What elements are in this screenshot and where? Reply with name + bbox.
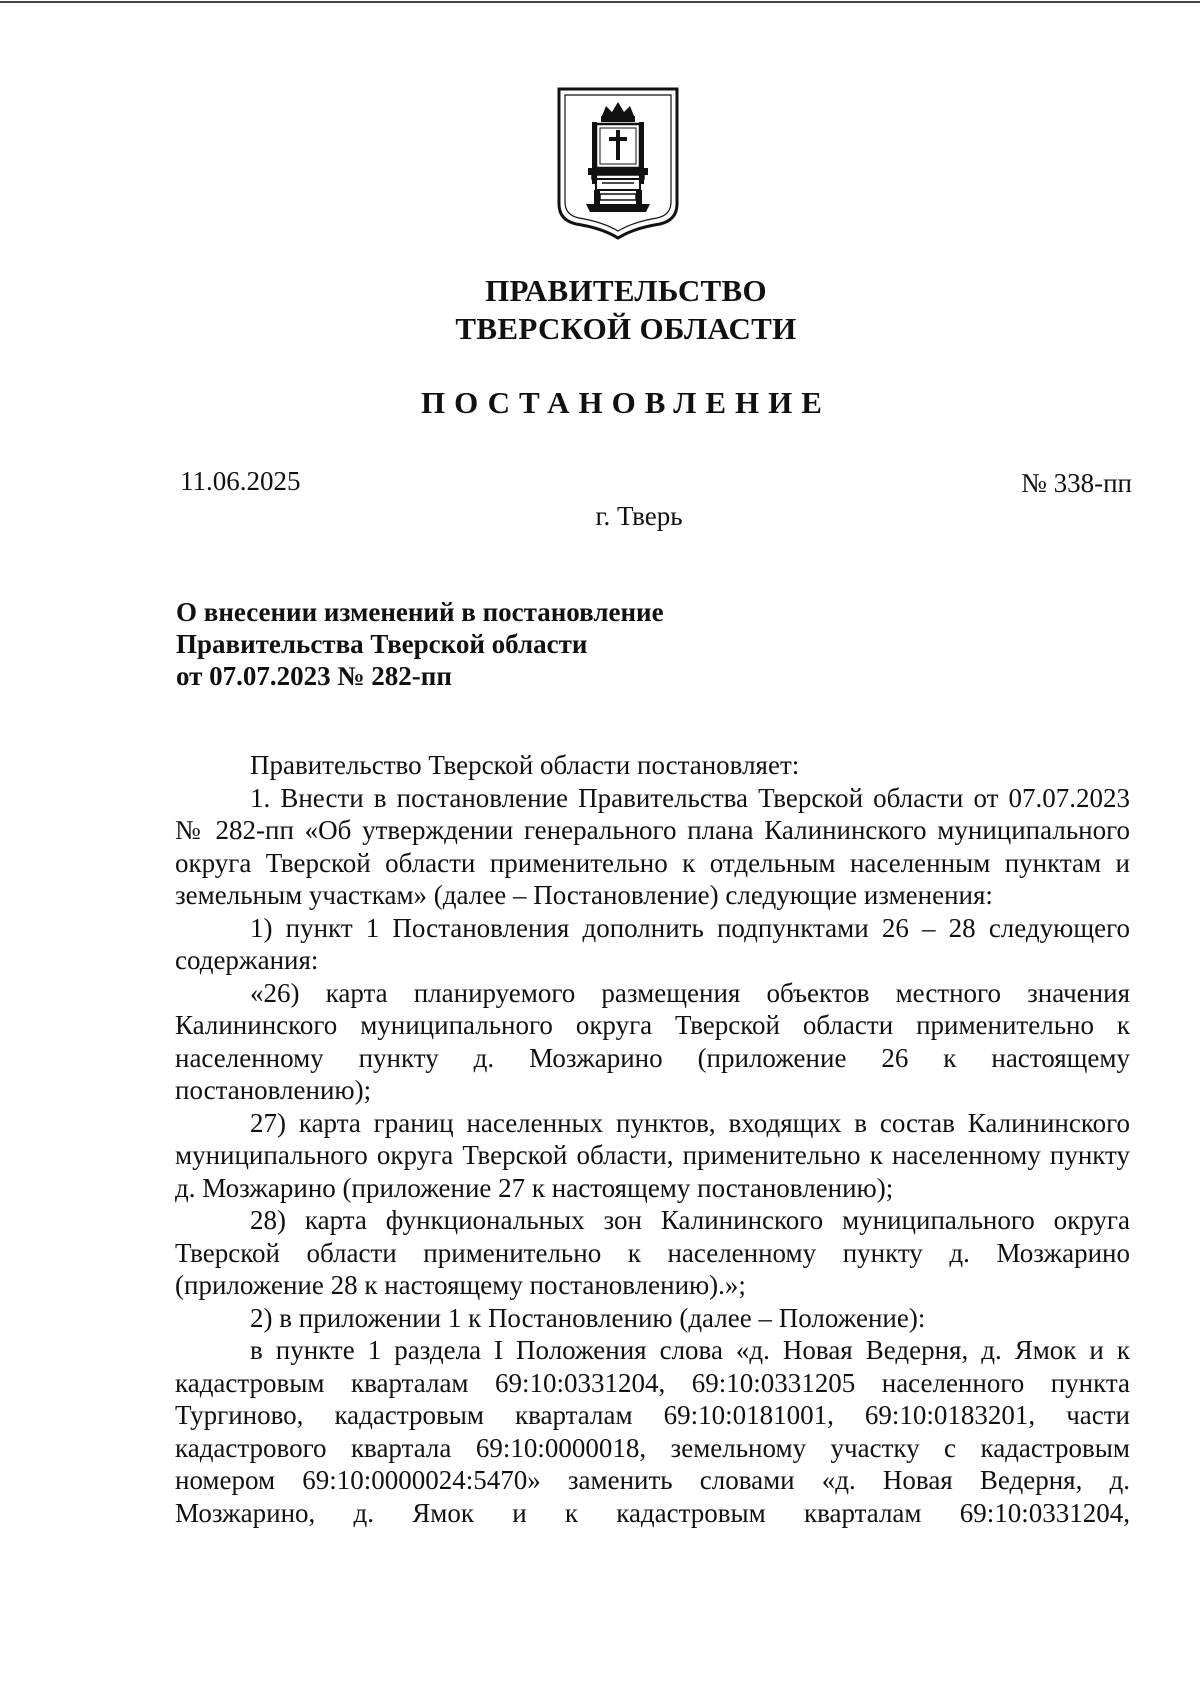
- body-paragraph-section-1: в пункте 1 раздела I Положения слова «д. Новая Ведерня, д. Ямок и к кадастровым кварталам 69:10:0331204, 69:10:0331205 населенного пункта Тургиново, кадастровым кварталам 69:10:0181001, 69:10:0183201, части кадастрового квартала 69:10:0000018, земельному участку с кадастровым номером 69:10:0000024:5470» заменить словами «д. Новая Ведерня, д. Мозжарино, д. Ямок и к кадастровым кварталам 69:10:0331204,: [175, 1335, 1130, 1528]
- body-paragraph-subitem-28: 28) карта функциональных зон Калининского муниципального округа Тверской области применительно к населенному пункту д. Мозжарино (приложение 28 к настоящему постановлению).»;: [175, 1205, 1130, 1300]
- org-title-line-2: ТВЕРСКОЙ ОБЛАСТИ: [455, 311, 797, 346]
- body-paragraph-subitem-27: 27) карта границ населенных пунктов, входящих в состав Калининского муниципального округа Тверской области, применительно к населенному пункту д. Мозжарино (приложение 27 к настоящему постановлению);: [175, 1107, 1130, 1203]
- subject-line-3: от 07.07.2023 № 282-пп: [176, 661, 452, 691]
- document-number: № 338-пп: [1021, 468, 1132, 498]
- scan-top-border: [0, 1, 1200, 3]
- coat-of-arms-icon: [556, 86, 680, 240]
- body-paragraph-subitem-1: 1) пункт 1 Постановления дополнить подпунктами 26 – 28 следующего содержания:: [175, 912, 1130, 975]
- org-title-line-1: ПРАВИТЕЛЬСТВО: [485, 273, 767, 308]
- document-type: ПОСТАНОВЛЕНИЕ: [421, 385, 831, 420]
- body-paragraph-subitem-2: 2) в приложении 1 к Постановлению (далее – Положение):: [250, 1302, 926, 1333]
- body-paragraph-subitem-26: «26) карта планируемого размещения объектов местного значения Калининского муниципального округа Тверской области применительно к населенному пункту д. Мозжарино (приложение 26 к настоящему постановлению);: [175, 977, 1130, 1105]
- subject-line-2: Правительства Тверской области: [176, 629, 588, 659]
- document-city: г. Тверь: [595, 501, 683, 531]
- document-date: 11.06.2025: [180, 466, 301, 496]
- body-paragraph-item-1: 1. Внести в постановление Правительства Тверской области от 07.07.2023 № 282-пп «Об утверждении генерального плана Калининского муниципального округа Тверской области применительно к отдельным населенным пунктам и земельным участкам» (далее – Постановление) следующие изменения:: [175, 782, 1130, 910]
- body-paragraph-resolves: Правительство Тверской области постановляет:: [250, 750, 800, 780]
- document-subject: [176, 596, 664, 692]
- subject-line-1: О внесении изменений в постановление: [176, 597, 664, 627]
- document-body: [175, 749, 1130, 1529]
